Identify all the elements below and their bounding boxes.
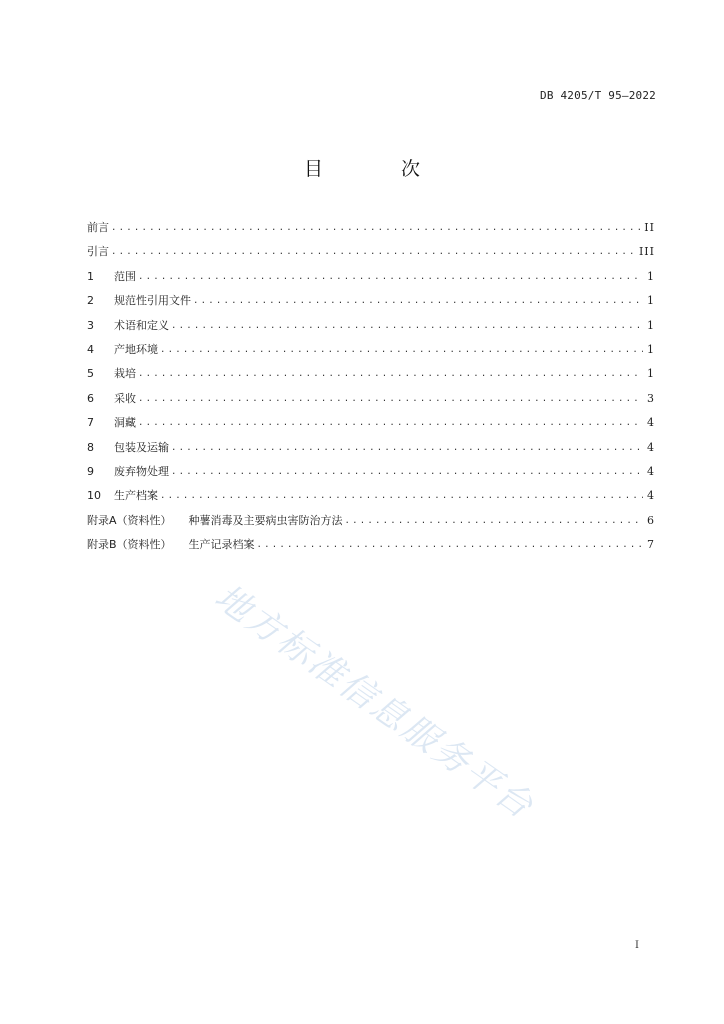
toc-entry-number: 2 xyxy=(87,294,94,308)
toc-entry-number: 3 xyxy=(87,318,94,332)
toc-entry-label: 范围 xyxy=(114,269,136,283)
page-number: I xyxy=(635,940,639,951)
toc-entry-label: 采收 xyxy=(114,391,136,405)
toc-entry-label: 前言 xyxy=(87,221,109,234)
toc-leader-dots xyxy=(111,244,635,260)
toc-leader-dots xyxy=(160,488,643,504)
toc-entry-label: 规范性引用文件 xyxy=(114,294,191,308)
toc-entry-waste-disposal[interactable] xyxy=(87,464,655,488)
toc-entry-label: 洞藏 xyxy=(114,416,136,430)
toc-leader-dots xyxy=(138,366,643,382)
toc-leader-dots xyxy=(171,440,643,456)
toc-entry-number: 8 xyxy=(87,440,94,454)
toc-leader-dots xyxy=(138,415,643,431)
toc-leader-dots xyxy=(171,464,643,480)
toc-entry-number: 10 xyxy=(87,489,101,503)
toc-entry-subtitle: 生产记录档案 xyxy=(188,538,255,552)
watermark: 地方标准信息服务平台 xyxy=(207,577,542,828)
toc-entry-label: 产地环境 xyxy=(114,342,158,356)
toc-entry-page: 3 xyxy=(647,391,655,405)
toc-entry-number: 6 xyxy=(87,391,94,405)
toc-leader-dots xyxy=(193,293,643,309)
toc-entry-number: 1 xyxy=(87,269,94,283)
toc-entry-cultivation[interactable] xyxy=(87,366,655,390)
toc-leader-dots xyxy=(111,220,640,236)
toc-entry-page: 4 xyxy=(647,489,655,503)
toc-entry-label: 附录B（资料性） xyxy=(87,538,172,552)
toc-entry-terms-definitions[interactable] xyxy=(87,318,655,342)
toc-entry-production-environment[interactable] xyxy=(87,342,655,366)
toc-entry-page: 1 xyxy=(647,269,655,283)
toc-leader-dots xyxy=(345,513,643,529)
toc-entry-normative-references[interactable] xyxy=(87,293,655,317)
toc-leader-dots xyxy=(160,342,643,358)
toc-entry-page: 4 xyxy=(647,440,655,454)
toc-entry-foreword[interactable] xyxy=(87,220,655,244)
toc-entry-page: 7 xyxy=(647,538,655,552)
toc-entry-label: 废弃物处理 xyxy=(114,464,169,478)
toc-leader-dots xyxy=(138,269,643,285)
toc-entry-number: 4 xyxy=(87,342,94,356)
toc-entry-label: 包装及运输 xyxy=(114,440,169,454)
document-number: DB 4205/T 95—2022 xyxy=(540,89,656,102)
toc-entry-page: 1 xyxy=(647,318,655,332)
toc-entry-harvest[interactable] xyxy=(87,391,655,415)
toc-entry-packaging-transport[interactable] xyxy=(87,440,655,464)
toc-leader-dots xyxy=(138,391,643,407)
toc-entry-label: 术语和定义 xyxy=(114,318,169,332)
page-title: 目 次 xyxy=(303,158,457,180)
toc-entry-appendix-a[interactable] xyxy=(87,513,655,537)
toc-entry-number: 5 xyxy=(87,367,94,381)
toc-entry-page: 4 xyxy=(647,464,655,478)
toc-entry-production-records[interactable] xyxy=(87,488,655,512)
toc-entry-label: 附录A（资料性） xyxy=(87,513,172,527)
toc-entry-number: 9 xyxy=(87,464,94,478)
toc-entry-subtitle: 种薯消毒及主要病虫害防治方法 xyxy=(188,513,343,527)
toc-entry-label: 引言 xyxy=(87,245,109,259)
toc-entry-page: 1 xyxy=(647,294,655,308)
toc-entry-label: 生产档案 xyxy=(114,489,158,503)
toc-entry-cave-storage[interactable] xyxy=(87,415,655,439)
toc-entry-page: 1 xyxy=(647,367,655,381)
toc-entry-scope[interactable] xyxy=(87,269,655,293)
toc-entry-introduction[interactable] xyxy=(87,244,655,268)
toc-leader-dots xyxy=(171,318,643,334)
toc-entry-page: 1 xyxy=(647,342,655,356)
toc-entry-page: 6 xyxy=(647,513,655,527)
toc-entry-label: 栽培 xyxy=(114,367,136,381)
toc-entry-appendix-b[interactable] xyxy=(87,537,655,561)
toc-leader-dots xyxy=(257,537,643,553)
table-of-contents xyxy=(87,220,655,561)
toc-entry-number: 7 xyxy=(87,416,94,430)
toc-entry-page: 4 xyxy=(647,416,655,430)
toc-entry-page: III xyxy=(638,245,655,259)
toc-entry-page: II xyxy=(644,221,655,234)
